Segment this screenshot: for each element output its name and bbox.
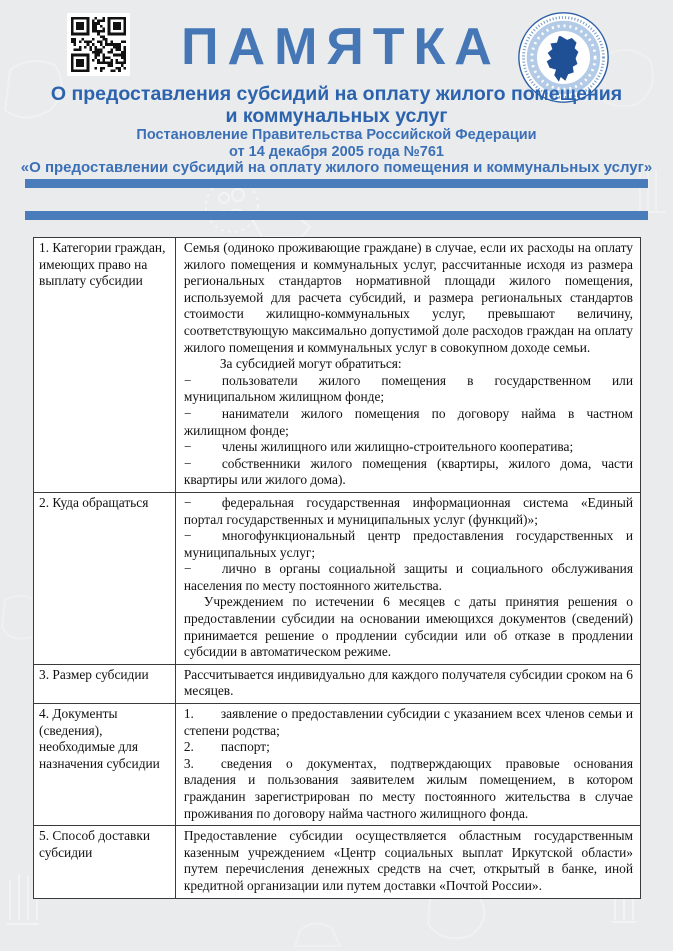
list-marker: − xyxy=(183,561,192,577)
text-block xyxy=(184,561,633,594)
text-block: Семья (одиноко проживающие граждане) в случае, если их расходы на оплату жилого помещения и коммунальных услуг, рассчитанные исходя из размера региональных стандартов нормативной площади жилого помещения, используемой для расчета субсидий, и размера региональных стандартов стоимости жилищно-коммунальных услуг, превышают величину, соответствующую максимально допустимой доле расходов граждан на оплату жилого помещения и коммунальных услуг в совокупном доходе семьи. xyxy=(183,240,633,355)
text-block xyxy=(184,406,633,439)
text-block xyxy=(184,706,633,739)
page-title: ПАМЯТКА xyxy=(181,18,501,76)
row-content xyxy=(175,492,640,664)
subtitle-line-1: О предоставления субсидий на оплату жилого помещения xyxy=(50,83,623,105)
text-block xyxy=(184,373,633,406)
row-label: 5. Способ доставки субсидии xyxy=(34,826,176,898)
block-text: федеральная государственная информационная система «Единый портал государственных и муниципальных услуг (функций)»; xyxy=(183,494,633,527)
table-row xyxy=(34,664,641,703)
table-row xyxy=(34,492,641,664)
list-marker: − xyxy=(183,372,192,388)
subtitle-line-2: и коммунальных услуг xyxy=(225,105,448,127)
table-row xyxy=(34,238,641,493)
text-block xyxy=(184,439,633,456)
text-block xyxy=(184,528,633,561)
row-content xyxy=(175,826,640,898)
header-text xyxy=(0,83,673,177)
row-content xyxy=(175,238,640,493)
text-block xyxy=(184,495,633,528)
block-text: члены жилищного или жилищно-строительного кооператива; xyxy=(221,439,574,455)
list-marker: 2. xyxy=(183,739,194,755)
text-block: Учреждением по истечении 6 месяцев с даты принятия решения о предоставлении субсидии на основании имеющихся документов (сведений) принимается решение о продлении субсидии или об отказе в продлении субсидии в автоматическом режиме. xyxy=(183,594,633,660)
row-content xyxy=(175,664,640,703)
list-marker: − xyxy=(183,455,192,471)
decree-line-2: от 14 декабря 2005 года №761 xyxy=(229,143,444,160)
divider-bar-bottom xyxy=(25,211,648,220)
text-block: Предоставление субсидии осуществляется областным государственным казенным учреждением «Центр социальных выплат Иркутской области» путем перечисления денежных средств на счет, открытый в банке, иной кредитной организации или путем доставки «Почтой России». xyxy=(183,828,633,893)
decree-line-3: «О предоставлении субсидий на оплату жилого помещения и коммунальных услуг» xyxy=(20,159,653,176)
row-label: 3. Размер субсидии xyxy=(34,664,176,703)
list-marker: − xyxy=(183,439,192,455)
qr-code-pattern xyxy=(71,17,126,72)
info-table xyxy=(33,237,641,899)
row-label: 2. Куда обращаться xyxy=(34,492,176,664)
block-text: многофункциональный центр предоставления государственных и муниципальных услуг; xyxy=(183,528,633,560)
block-text: наниматели жилого помещения по договору найма в частном жилищном фонде; xyxy=(183,405,633,438)
list-marker: − xyxy=(183,528,192,544)
block-text: лично в органы социальной защиты и социального обслуживания населения по месту постоянного жительства. xyxy=(183,561,633,593)
block-text: собственники жилого помещения (квартиры, жилого дома, части квартиры или жилого дома). xyxy=(183,455,633,488)
qr-code xyxy=(67,13,130,76)
text-block xyxy=(184,756,633,822)
list-marker: 3. xyxy=(183,755,194,771)
row-content xyxy=(175,704,640,826)
info-table-body xyxy=(34,238,641,899)
block-text: пользователи жилого помещения в государственном или муниципальном жилищном фонде; xyxy=(183,372,633,405)
table-row xyxy=(34,826,641,898)
table-row xyxy=(34,704,641,826)
list-marker: 1. xyxy=(183,706,194,722)
block-text: сведения о документах, подтверждающих правовые основания владения и пользования заявителем жилым помещением, в котором гражданин зарегистрирован по месту постоянного жительства в случае проживания по договору найма частного жилищного фонда. xyxy=(183,755,633,821)
list-marker: − xyxy=(183,405,192,421)
decree-line-1: Постановление Правительства Российской Федерации xyxy=(136,127,537,143)
text-block xyxy=(184,456,633,489)
text-block: За субсидией могут обратиться: xyxy=(219,356,402,372)
row-label: 4. Документы (сведения), необходимые для назначения субсидии xyxy=(34,704,176,826)
list-marker: − xyxy=(183,494,192,510)
block-text: заявление о предоставлении субсидии с указанием всех членов семьи и степени родства; xyxy=(183,706,633,738)
divider-bar-top xyxy=(25,179,648,188)
block-text: паспорт; xyxy=(220,739,270,755)
text-block xyxy=(184,739,633,756)
text-block: Рассчитывается индивидуально для каждого получателя субсидии сроком на 6 месяцев. xyxy=(183,666,633,699)
row-label: 1. Категории граждан, имеющих право на выплату субсидии xyxy=(34,238,176,493)
